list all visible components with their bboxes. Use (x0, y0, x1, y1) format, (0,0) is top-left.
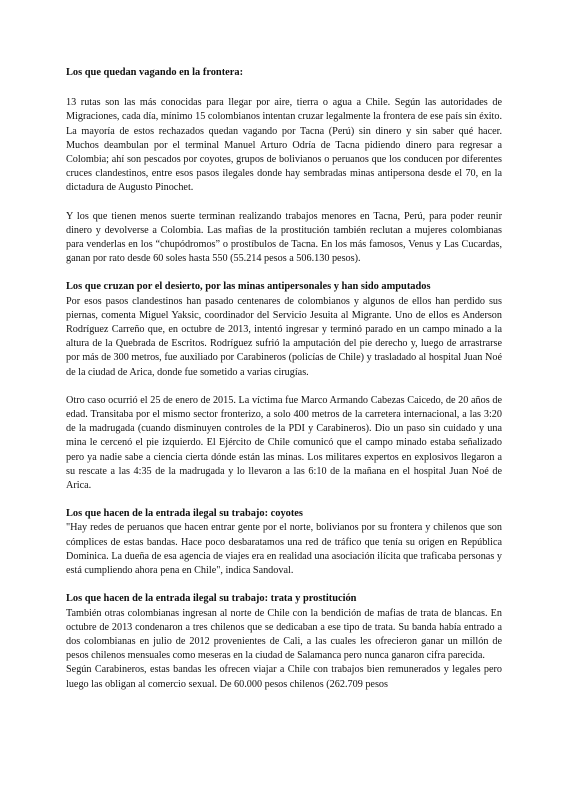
paragraph-redes: "Hay redes de peruanos que hacen entrar gente por el norte, bolivianos por su frontera y chilenos que son cómplices de estas bandas. Hace poco desbaratamos una red de tráfico que tenía su origen en República Dominica. La dueña de esa agencia de viajes era en realidad una asociación ilícita que traficaba personas y está cumpliendo ahora pena en Chile", indica Sandoval. (66, 522, 502, 577)
section-heading-desierto: Los que cruzan por el desierto, por las minas antipersonales y han sido amputados (66, 281, 431, 293)
document-page (66, 66, 502, 692)
section-heading-coyotes: Los que hacen de la entrada ilegal su trabajo: coyotes (66, 508, 303, 520)
section-heading-trata: Los que hacen de la entrada ilegal su trabajo: trata y prostitución (66, 593, 357, 605)
paragraph-colombianas: También otras colombianas ingresan al norte de Chile con la bendición de mafias de trata de blancas. En octubre de 2013 condenaron a tres chilenos que se dedicaban a ese tipo de trata. Su banda había entrado a dos colombianas en julio de 2012 provenientes de Cali, a las cuales les ofrecieron ganar un millón de pesos chilenos mensuales como meseras en la ciudad de Salamanca pero nunca ganaron cifra parecida. (66, 607, 502, 662)
paragraph-carabineros: Según Carabineros, estas bandas les ofrecen viajar a Chile con trabajos bien remunerados y legales pero luego las obligan al comercio sexual. De 60.000 pesos chilenos (262.709 pesos (66, 664, 502, 690)
paragraph-tacna: Y los que tienen menos suerte terminan realizando trabajos menores en Tacna, Perú, para poder reunir dinero y devolverse a Colombia. Las mafias de la prostitución también reclutan a mujeres colombianas para venderlas en los “chupódromos” o prostíbulos de Tacna. En los más famosos, Venus y Las Cucardas, ganan por rato desde 60 soles hasta 550 (55.214 pesos a 506.130 pesos). (66, 210, 502, 265)
paragraph-marco: Otro caso ocurrió el 25 de enero de 2015. La víctima fue Marco Armando Cabezas Caicedo, de 20 años de edad. Transitaba por el mismo sector fronterizo, a solo 400 metros de la carretera internacional, a las 3:20 de la madrugada (cuando disminuyen controles de la PDI y Carabineros). Dio un paso sin cuidado y una mina le cercenó el pie izquierdo. El Ejército de Chile comunicó que el campo minado estaba señalizado pero ya nadie sabe a ciencia cierta dónde están las minas. Los militares expertos en explosivos llegaron a su rescate a las 4:35 de la madrugada y lo llevaron a las 6:10 de la mañana en el hospital Juan Noé de Arica. (66, 394, 502, 492)
paragraph-anderson: Por esos pasos clandestinos han pasado centenares de colombianos y algunos de ellos han perdido sus piernas, comenta Miguel Yaksic, coordinador del Servicio Jesuita al Migrante. Uno de ellos es Anderson Rodríguez Carreño que, en octubre de 2013, intentó ingresar y terminó parado en un campo minado a la altura de la Quebrada de Escritos. Rodríguez sufrió la amputación del pie derecho y, luego de arrastrarse por más de 300 metros, fue auxiliado por Carabineros (policías de Chile) y trasladado al hospital Juan Noé de la ciudad de Arica, donde fue sometido a varias cirugías. (66, 295, 502, 378)
paragraph-rutas: 13 rutas son las más conocidas para llegar por aire, tierra o agua a Chile. Según las autoridades de Migraciones, cada día, mínimo 15 colombianos intentan cruzar legalmente la frontera de ese país sin éxito. La mayoría de estos rechazados quedan vagando por Tacna (Perú) sin dinero y sin saber qué hacer. Muchos deambulan por el terminal Manuel Arturo Odría de Tacna pidiendo dinero para regresar a Colombia; ahí son pescados por coyotes, grupos de bolivianos o peruanos que los conducen por diferentes cruces clandestinos, entre esos pasos ilegales donde hay sembradas minas antipersona desde el 70, en la dictadura de Augusto Pinochet. (66, 97, 502, 194)
section-heading-frontera: Los que quedan vagando en la frontera: (66, 67, 244, 78)
